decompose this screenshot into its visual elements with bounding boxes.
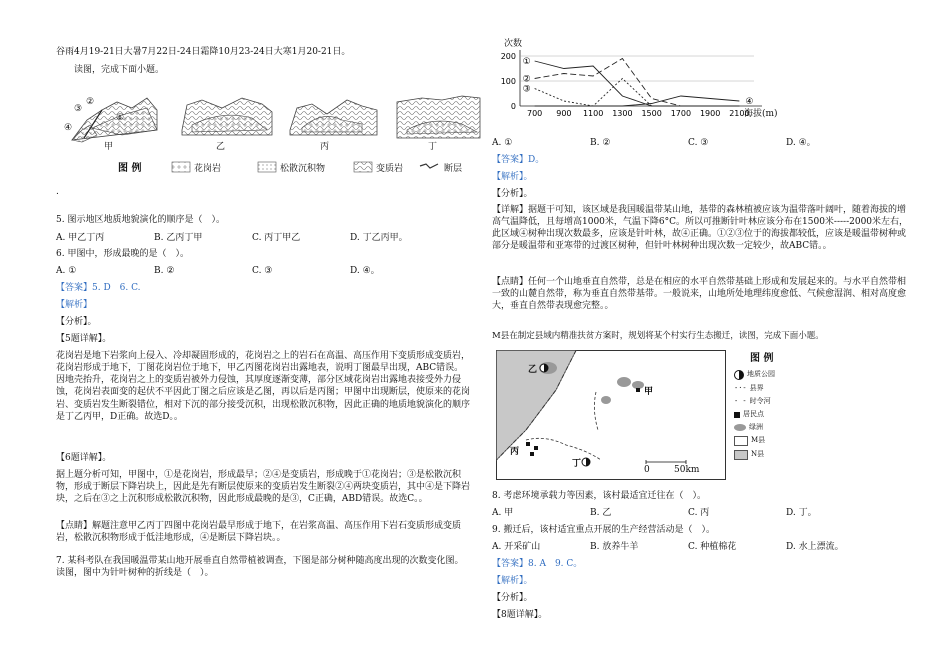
q7-option-b: B. ② [590, 138, 611, 148]
legend-granite: 花岗岩 [194, 164, 222, 174]
q9-option-a: A. 开采矿山 [492, 542, 541, 552]
q8-option-a: A. 甲 [492, 508, 514, 518]
map-legend-title: 图 例 [750, 353, 774, 364]
x-tick-label: 1500 [641, 109, 662, 118]
q9-option-c: C. 种植棉花 [688, 542, 737, 552]
dianjing-text: 【点睛】解题注意甲乙丙丁四图中花岗岩最早形成于地下，在岩浆高温、高压作用下岩石变质形成变质岩，松散沉积物形成于低洼地形成，④是断层下降岩块。。 [56, 521, 462, 544]
panel-yi [182, 98, 272, 135]
legend-settlement: 居民点 [734, 410, 764, 419]
q9-option-d: D. 水上漂流。 [786, 542, 844, 552]
answer-8-9: 【答案】8. A 9. C。 [492, 559, 583, 569]
dot: . [56, 187, 59, 197]
q5-option-c: C. 丙丁甲乙 [252, 233, 301, 243]
y-tick-label: 200 [500, 52, 516, 61]
q5-option-a: A. 甲乙丁丙 [56, 233, 105, 243]
series-label-2: ② [522, 74, 531, 85]
question-5: 5. 图示地区地质地貌演化的顺序是（ ）。 [56, 215, 225, 225]
place-jia: 甲 [644, 387, 654, 397]
legend-geopark: 地质公园 [734, 370, 775, 380]
question-8: 8. 考虑环境承载力等因素，该村最适宜迁往在（ ）。 [492, 491, 706, 501]
legend-county-border: -·- 县界 [734, 384, 764, 392]
chart-xlabel: 海拔(m) [744, 109, 778, 119]
panel-label-ding: 丁 [428, 142, 438, 152]
question-9: 9. 搬迁后，该村适宜重点开展的生产经营活动是（ ）。 [492, 525, 715, 535]
y-tick-label: 0 [510, 102, 516, 111]
question-6: 6. 甲图中，形成最晚的是（ ）。 [56, 249, 189, 259]
detail-6-label: 【6题详解】。 [56, 453, 112, 463]
jiexi-label: 【解析】 [56, 300, 93, 310]
series-label-1: ① [522, 57, 531, 67]
series-line-1 [535, 61, 740, 106]
x-tick-label: 1300 [612, 109, 633, 118]
place-ding: 丁 [572, 459, 582, 469]
detail-8-label: 【8题详解】。 [492, 610, 548, 620]
detail-6-text: 据上题分析可知，甲图中，①是花岗岩，形成最早；②④是变质岩，形成晚于①花岗岩；③是松散沉积物，形成于断层下降岩块上，因此是先有断层使原来的变质岩发生断裂②④两块变质岩，其中④是下降岩块，之后在③之上沉积形成松散沉积物，因此形成最晚的是③，C正确，ABD错误。故选C。。 [56, 470, 471, 505]
jiexi-8-9: 【解析】。 [492, 576, 533, 586]
legend-oasis: 绿洲 [734, 423, 763, 432]
x-tick-label: 900 [556, 109, 572, 118]
fig-number-2: ② [86, 97, 95, 107]
x-tick-label: 700 [526, 109, 543, 118]
text-line: 谷雨4月19-21日大暑7月22日-24日霜降10月23-24日大寒1月20-21日。 [56, 47, 351, 57]
question-7: 7. 某科考队在我国暖温带某山地开展垂直自然带植被调查，下图是部分树种随高度出现的次数变化图。读图，图中为针叶树种的折线是（ ）。 [56, 556, 464, 579]
q6-option-a: A. ① [56, 266, 77, 276]
jiexi-7: 【解析】。 [492, 172, 533, 182]
x-tick-label: 1900 [699, 109, 721, 118]
dianjing-7-text: 【点睛】任何一个山地垂直自然带，总是在相应的水平自然带基础上形成和发展起来的。与水平自然带相一致的山麓自然带，称为垂直自然带基带。一般说来，山地所处地理纬度愈低、气候愈湿润、相对高度愈大，垂直自然带表现愈完整。。 [492, 277, 907, 312]
legend-sediment: 松散沉积物 [280, 164, 326, 174]
fenxi-label: 【分析】。 [56, 317, 97, 327]
panel-label-jia: 甲 [104, 142, 114, 152]
scale-50km: 50km [674, 465, 700, 475]
legend-metamorphic: 变质岩 [376, 164, 404, 174]
q9-option-b: B. 放养牛羊 [590, 542, 639, 552]
fig-number-1: ① [116, 113, 125, 123]
panel-bing [290, 100, 377, 135]
x-tick-label: 1100 [582, 109, 604, 118]
y-tick-label: 100 [500, 77, 516, 86]
answer-7: 【答案】D。 [492, 155, 545, 165]
q7-option-d: D. ④。 [786, 138, 816, 148]
fig-number-3: ③ [74, 104, 83, 114]
fenxi-8-9: 【分析】。 [492, 593, 533, 603]
q8-option-d: D. 丁。 [786, 508, 817, 518]
panel-label-yi: 乙 [216, 142, 226, 152]
x-tick-label: 1700 [670, 109, 692, 118]
panel-jia [72, 98, 157, 142]
q6-option-c: C. ③ [252, 266, 273, 276]
q7-option-a: A. ① [492, 138, 513, 148]
detail-5-label: 【5题详解】。 [56, 334, 112, 344]
place-yi: 乙 [528, 365, 538, 375]
series-label-3: ③ [522, 84, 531, 95]
q6-option-d: D. ④。 [350, 266, 380, 276]
question-intro: 读图，完成下面小题。 [74, 65, 165, 75]
q7-option-c: C. ③ [688, 138, 709, 148]
q8-option-c: C. 丙 [688, 508, 710, 518]
detail-5-text: 花岗岩是地下岩浆向上侵入、冷却凝固形成的，花岗岩之上的岩石在高温、高压作用下变质形成变质岩，花岗岩形成于地下，丁图花岗岩位于地下，甲乙丙图花岗岩出露地表，说明丁图最早出现，ABC错误。因地壳抬升，花岗岩之上的变质岩被外力侵蚀，其厚度逐渐变薄，部分区域花岗岩出露地表接受外力侵蚀，花岗岩表面变的起伏不平因此丁图之后应该是乙图，再以后是丙图；甲图中出现断层，使原来的花岗岩、变质岩发生断裂错位，相对下沉的部分接受沉积，出现松散沉积物，因此正确的地质地貌演化的顺序是丁乙丙甲，D正确。故选D。。 [56, 351, 471, 422]
series-line-3 [535, 79, 740, 107]
q5-option-b: B. 乙丙丁甲 [154, 233, 203, 243]
legend-seasonal-river: - - 时令河 [734, 397, 771, 405]
fenxi-7: 【分析】。 [492, 189, 533, 199]
scale-zero: 0 [644, 465, 650, 475]
x-tick-label: 2100 [729, 109, 750, 118]
series-label-4: ④ [745, 97, 754, 107]
q6-option-b: B. ② [154, 266, 175, 276]
q5-option-d: D. 丁乙丙甲。 [350, 233, 408, 243]
series-line-2 [535, 59, 740, 107]
legend-fault: 断层 [444, 164, 463, 174]
q8-option-b: B. 乙 [590, 508, 612, 518]
m-county-intro: M县在制定县域内精准扶贫方案时，规划将某个村实行生态搬迁，读图，完成下面小题。 [492, 331, 824, 341]
legend-title: 图 例 [118, 163, 142, 174]
panel-ding [397, 96, 480, 138]
place-bing: 丙 [510, 447, 520, 457]
legend-n-county: N县 [734, 450, 764, 460]
legend-m-county: M县 [734, 436, 765, 446]
answer-line: 【答案】5. D 6. C. [56, 283, 141, 293]
fig-number-4: ④ [64, 123, 73, 133]
chart-ylabel: 次数 [504, 39, 523, 49]
detail-7-text: 【详解】据题干可知，该区域是我国暖温带某山地，基带的森林植被应该为温带落叶阔叶，随着海拔的增高气温降低，且每增高1000米，气温下降6°C。所以可推断针叶林应该分布在1500米-----2000米左右，此区域④树种出现次数最多，应该是针叶林，故④正确。①②③位于的海拔都较低，应该是暖温带树种或部分是暖温带和亚寒带的过渡区树种，但针叶林树种出现次数一定较少，故ABC错。。 [492, 205, 909, 252]
panel-label-bing: 丙 [320, 142, 330, 152]
